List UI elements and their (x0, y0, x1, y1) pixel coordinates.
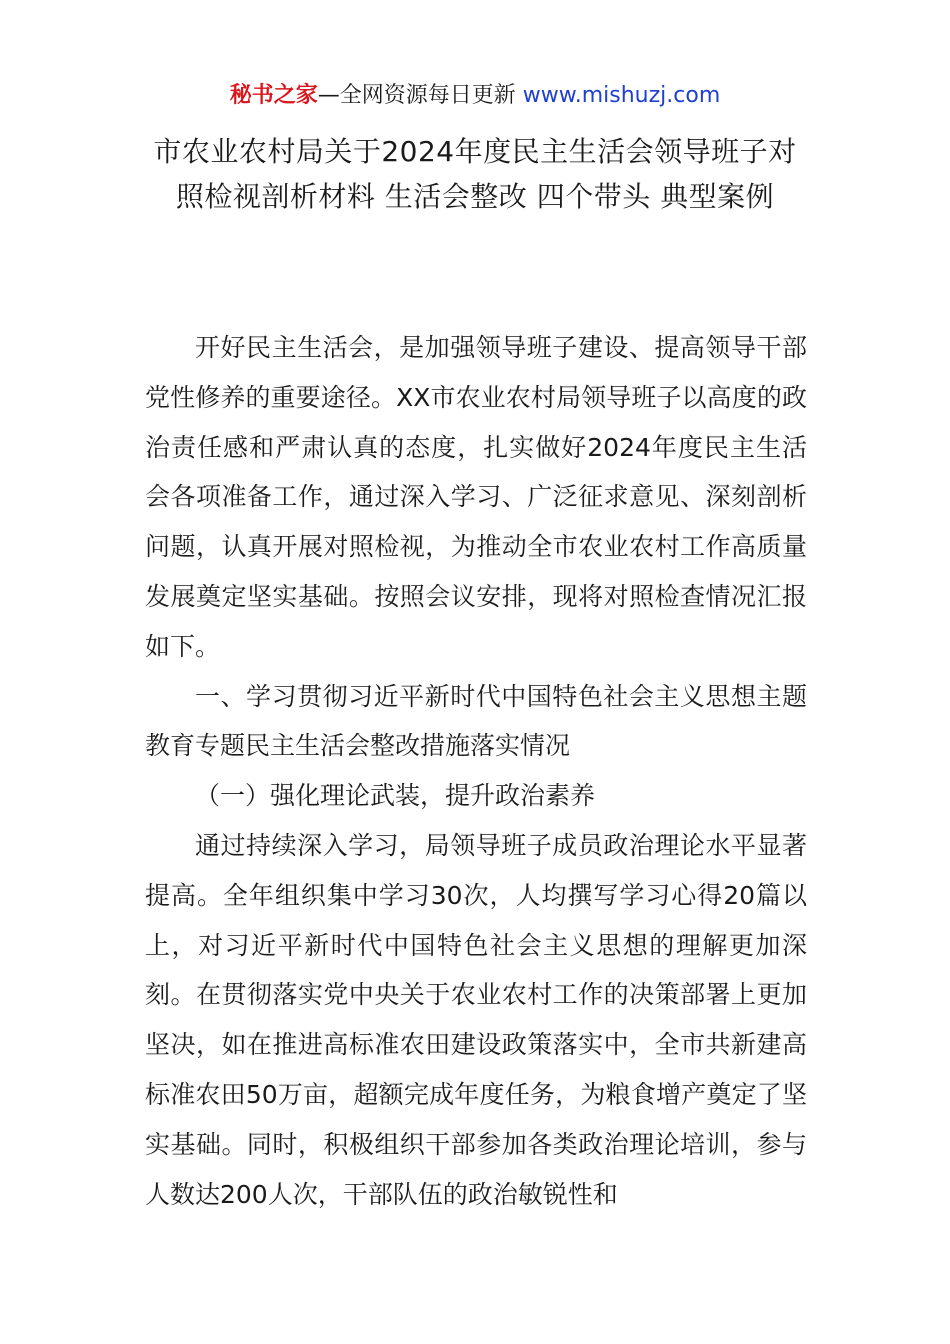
page-header (0, 80, 950, 112)
subsection-heading-1: （一）强化理论武装，提升政治素养 (195, 781, 596, 811)
section-heading-1: 一、学习贯彻习近平新时代中国特色社会主义思想主题教育专题民主生活会整改措施落实情况 (145, 681, 807, 761)
paragraph-theory-study: 通过持续深入学习，局领导班子成员政治理论水平显著提高。全年组织集中学习30次，人均撰写学习心得20篇以上，对习近平新时代中国特色社会主义思想的理解更加深刻。在贯彻落实党中央关于农业农村工作的决策部署上更加坚决，如在推进高标准农田建设政策落实中，全市共新建高标准农田50万亩，超额完成年度任务，为粮食增产奠定了坚实基础。同时，积极组织干部参加各类政治理论培训，参与人数达200人次，干部队伍的政治敏锐性和 (145, 830, 807, 1209)
document-title: 市农业农村局关于2024年度民主生活会领导班子对照检视剖析材料 生活会整改 四个带头 典型案例 (153, 135, 797, 213)
header-tagline: —全网资源每日更新 (317, 83, 523, 108)
site-url: www.mishuzj.com (522, 83, 721, 108)
paragraph-intro: 开好民主生活会，是加强领导班子建设、提高领导干部党性修养的重要途径。XX市农业农村局领导班子以高度的政治责任感和严肃认真的态度，扎实做好2024年度民主生活会各项准备工作，通过深入学习、广泛征求意见、深刻剖析问题，认真开展对照检视，为推动全市农业农村工作高质量发展奠定坚实基础。按照会议安排，现将对照检查情况汇报如下。 (145, 333, 807, 661)
document-body (145, 323, 807, 1219)
brand-name: 秘书之家 (229, 83, 318, 108)
